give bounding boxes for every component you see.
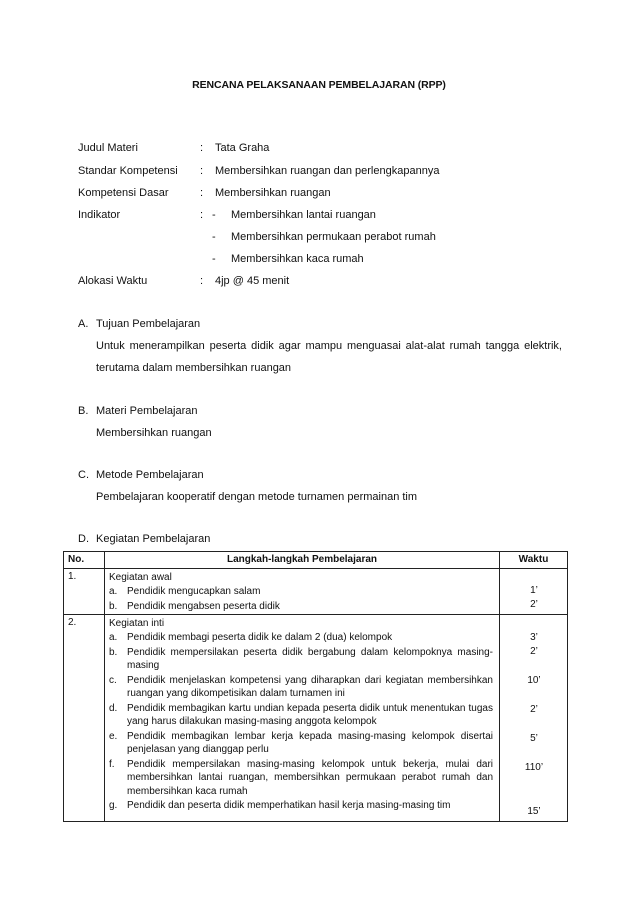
judul-value: Tata Graha: [215, 142, 270, 154]
list-item: [109, 631, 493, 645]
item-text: Pendidik dan peserta didik memperhatikan hasil kerja masing-masing tim: [127, 800, 451, 811]
judul-label: Judul Materi: [78, 142, 138, 154]
time-value: 10’: [527, 675, 541, 686]
alokasi-label: Alokasi Waktu: [78, 275, 148, 287]
row-number: 2.: [64, 615, 105, 822]
table-row: [64, 569, 568, 615]
alokasi-value: 4jp @ 45 menit: [215, 275, 290, 287]
activity-table: [63, 551, 568, 822]
item-letter: a.: [109, 586, 118, 597]
list-item: [109, 585, 493, 599]
time-value: 1’: [530, 585, 538, 596]
list-item: [109, 702, 493, 729]
list-item: [109, 674, 493, 701]
colon: :: [200, 187, 204, 199]
section-letter: B.: [78, 405, 89, 417]
indikator-item: Membersihkan kaca rumah: [231, 253, 364, 265]
item-text: Pendidik membagikan kartu undian kepada peserta didik untuk menentukan tugas yang harus dilakukan masing-masing anggota kelompok: [127, 702, 493, 727]
dash-bullet: -: [212, 253, 216, 265]
item-letter: b.: [109, 646, 118, 658]
list-item: [109, 730, 493, 757]
section-letter: D.: [78, 533, 89, 545]
row-title: Kegiatan inti: [109, 618, 165, 629]
section-title: Kegiatan Pembelajaran: [96, 533, 211, 545]
item-text: Pendidik mengabsen peserta didik: [127, 600, 280, 612]
section-title: Metode Pembelajaran: [96, 469, 204, 481]
colon: :: [200, 165, 204, 177]
item-text: Pendidik mempersilakan peserta didik bergabung dalam kelompoknya masing-masing: [127, 646, 493, 671]
item-text: Pendidik menjelaskan kompetensi yang diharapkan dari kegiatan membersihkan ruangan yang dikompetisikan dalam turnamen ini: [127, 674, 493, 699]
section-title: Materi Pembelajaran: [96, 405, 198, 417]
dash-bullet: -: [212, 231, 216, 243]
row-steps: [105, 615, 500, 822]
header-no: No.: [64, 552, 105, 569]
list-item: [109, 646, 493, 673]
section-title: Tujuan Pembelajaran: [96, 318, 201, 330]
list-item: [109, 600, 493, 614]
row-steps: [105, 569, 500, 615]
colon: :: [200, 209, 204, 221]
colon: :: [200, 142, 204, 154]
item-letter: a.: [109, 632, 118, 643]
section-c-body: Pembelajaran kooperatif dengan metode turnamen permainan tim: [96, 491, 418, 503]
row-number: 1.: [64, 569, 105, 615]
item-letter: e.: [109, 730, 118, 742]
table-row: [64, 615, 568, 822]
item-letter: c.: [109, 674, 117, 686]
section-letter: C.: [78, 469, 89, 481]
section-b-body: Membersihkan ruangan: [96, 427, 212, 439]
header-waktu: Waktu: [500, 552, 568, 569]
time-value: 3’: [530, 632, 538, 643]
indikator-label: Indikator: [78, 209, 121, 221]
time-value: 15’: [527, 806, 541, 817]
item-text: Pendidik membagi peserta didik ke dalam 2 (dua) kelompok: [127, 632, 393, 643]
item-text: Pendidik mengucapkan salam: [127, 586, 261, 597]
colon: :: [200, 275, 204, 287]
item-letter: g.: [109, 800, 118, 811]
section-a-line-1: Untuk menerampilkan peserta didik agar mampu menguasai alat-alat rumah tangga elektrik,: [96, 340, 562, 352]
item-letter: f.: [109, 758, 115, 770]
indikator-item: Membersihkan lantai ruangan: [231, 209, 376, 221]
time-value: 2’: [530, 599, 538, 610]
time-value: 2’: [530, 646, 538, 657]
kompetensi-value: Membersihkan ruangan: [215, 187, 331, 199]
dash-bullet: -: [212, 209, 216, 221]
standar-value: Membersihkan ruangan dan perlengkapannya: [215, 165, 440, 177]
row-times: [500, 615, 568, 822]
row-times: [500, 569, 568, 615]
row-title: Kegiatan awal: [109, 572, 172, 583]
kompetensi-label: Kompetensi Dasar: [78, 187, 169, 199]
item-letter: b.: [109, 600, 118, 612]
indikator-item: Membersihkan permukaan perabot rumah: [231, 231, 436, 243]
item-text: Pendidik mempersilakan masing-masing kelompok untuk bekerja, mulai dari membersihkan lantai ruangan, membersihkan permukaan perabot rumah dan membersihkan kaca rumah: [127, 758, 493, 797]
section-letter: A.: [78, 318, 89, 330]
header-langkah: Langkah-langkah Pembelajaran: [105, 552, 500, 569]
list-item: [109, 758, 493, 799]
table-header-row: [64, 552, 568, 569]
time-value: 5’: [530, 733, 538, 744]
section-a-line-2: terutama dalam membersihkan ruangan: [96, 362, 292, 374]
time-value: 2’: [530, 704, 538, 715]
time-value: 110’: [524, 762, 544, 773]
list-item: [109, 799, 493, 813]
document-title: RENCANA PELAKSANAAN PEMBELAJARAN (RPP): [192, 79, 446, 91]
item-text: Pendidik membagikan lembar kerja kepada masing-masing kelompok disertai penjelasan yang dianggap perlu: [127, 730, 493, 755]
item-letter: d.: [109, 702, 118, 714]
standar-label: Standar Kompetensi: [78, 165, 178, 177]
